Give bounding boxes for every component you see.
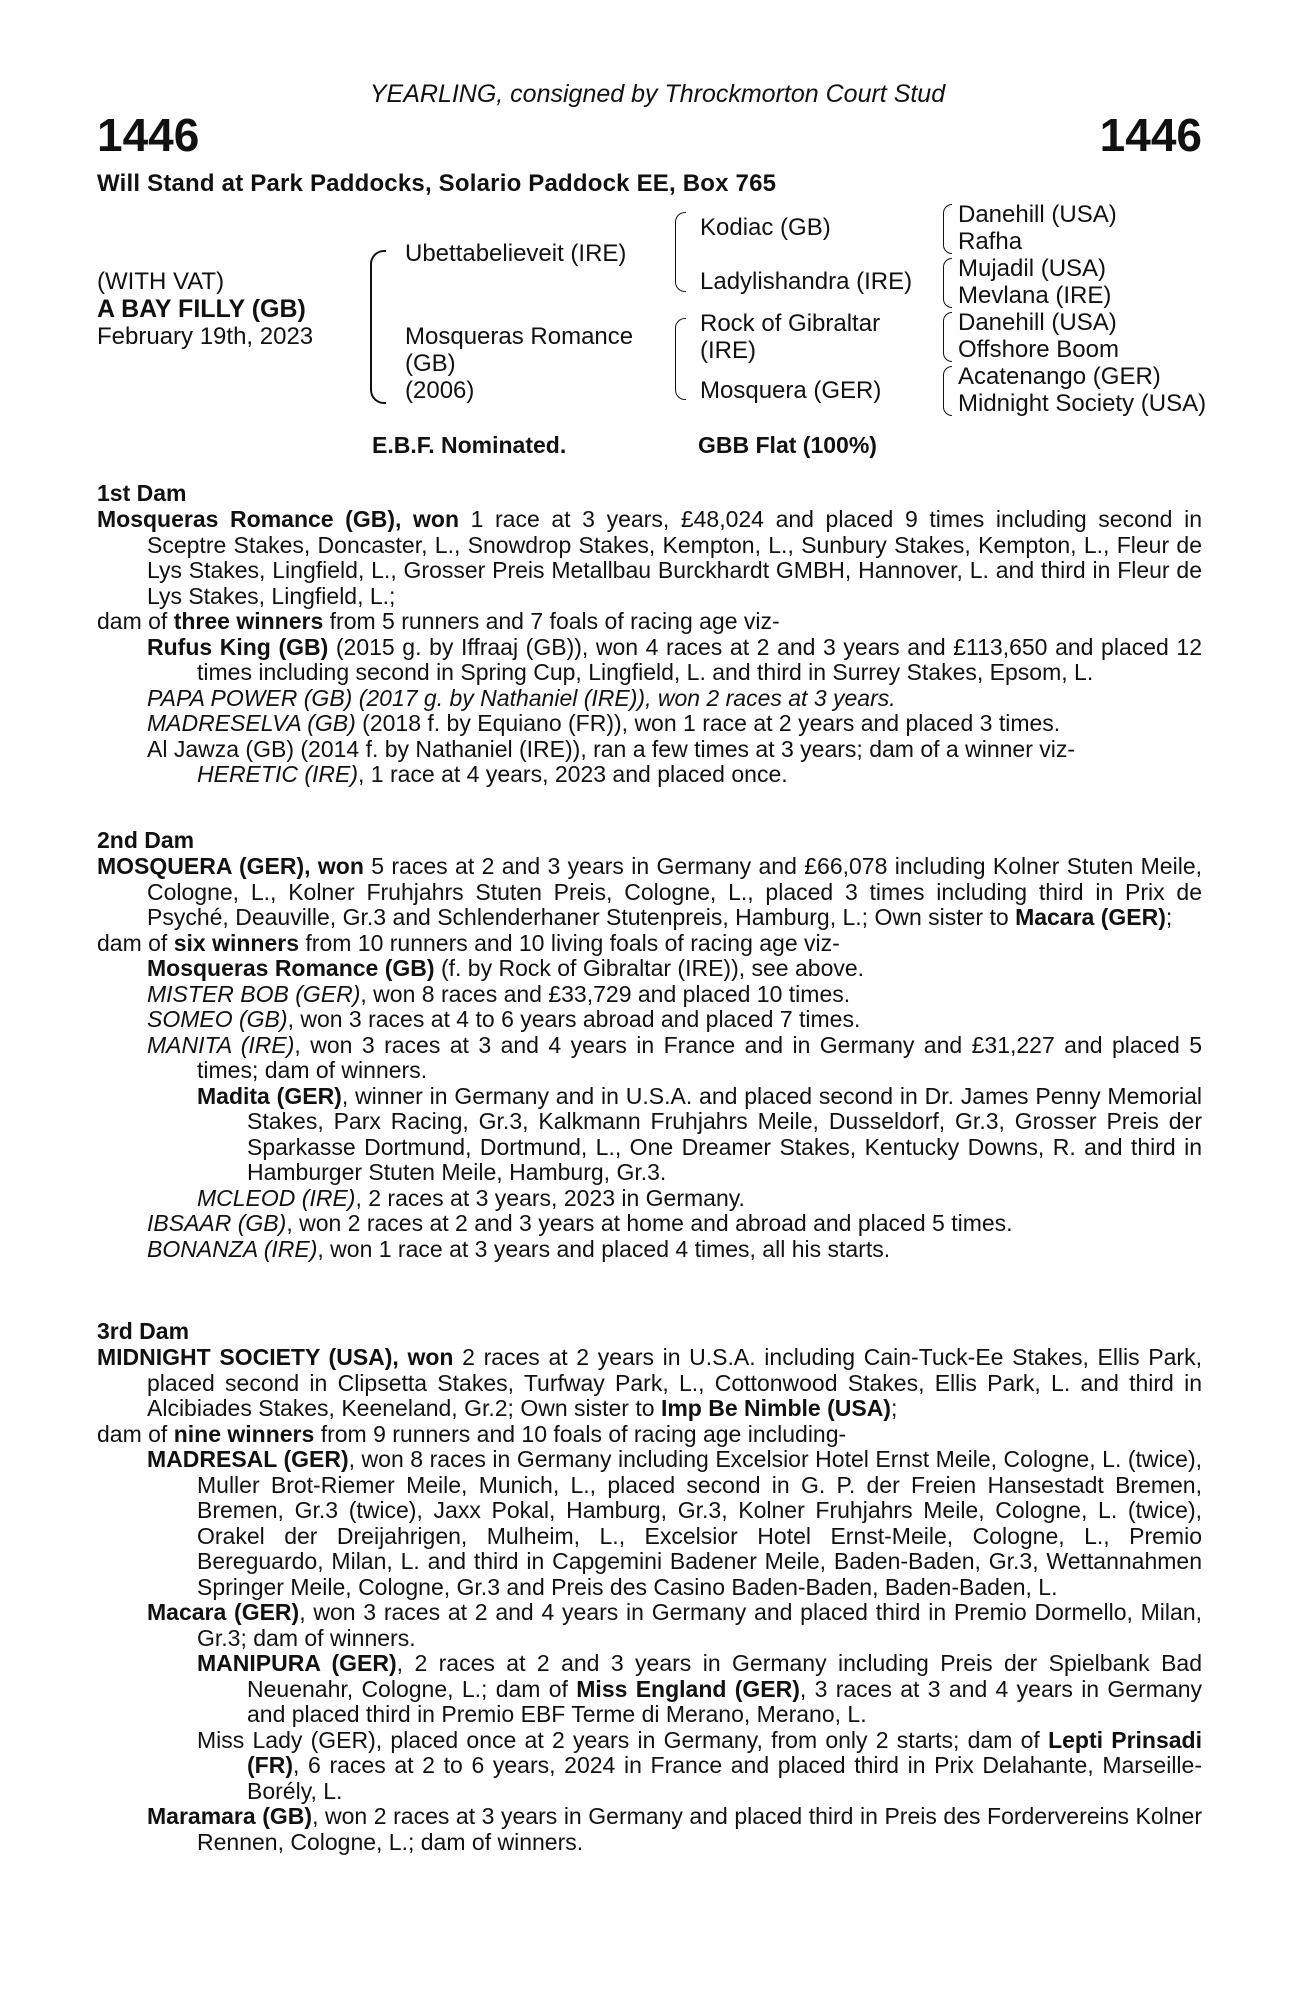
second-dam-grand-offspring-1: Madita (GER), winner in Germany and in U.S.A. and placed second in Dr. James Penny Memorial Stakes, Parx Racing, Gr.3, Kalkmann Fruhjahrs Meile, Dusseldorf, Gr.3, Grosser Preis der Sparkasse Dortmund, Dortmund, L., One Dreamer Stakes, Kentucky Downs, R. and third in Hamburger Stuten Meile, Hamburg, Gr.3. xyxy=(197,1082,1203,1185)
first-dam-produce-summary: dam of three winners from 5 runners and 7 foals of racing age viz- xyxy=(97,608,780,634)
dam-name-line2: (GB) xyxy=(405,350,456,377)
third-dam-grand-offspring-2: Miss Lady (GER), placed once at 2 years in Germany, from only 2 starts; dam of Lepti Prinsadi (FR), 6 races at 2 to 6 years, 2024 in France and placed third in Prix Delahante, Marseille-Borély, L. xyxy=(197,1726,1202,1804)
foaling-date: February 19th, 2023 xyxy=(97,323,314,350)
dam-dam-dam: Midnight Society (USA) xyxy=(958,390,1207,417)
first-dam-offspring-2: PAPA POWER (GB) (2017 g. by Nathaniel (IRE)), won 2 races at 3 years. xyxy=(147,684,896,711)
sire-name: Ubettabelieveit (IRE) xyxy=(405,240,627,267)
first-dam-offspring-1: Rufus King (GB) (2015 g. by Iffraaj (GB)), won 4 races at 2 and 3 years and £113,650 and placed 12 times including second in Spring Cup, Lingfield, L. and third in Surrey Stakes, Epsom, L. xyxy=(147,633,1203,685)
lot-number-left: 1446 xyxy=(97,109,200,161)
dam-sire-dam: Offshore Boom xyxy=(958,336,1119,363)
sire-sire: Kodiac (GB) xyxy=(700,214,831,241)
second-dam-produce-summary: dam of six winners from 10 runners and 10 living foals of racing age viz- xyxy=(97,929,840,956)
second-dam-heading: 2nd Dam xyxy=(97,827,195,853)
sire-dam: Ladylishandra (IRE) xyxy=(700,268,913,295)
first-dam-record: Mosqueras Romance (GB), won 1 race at 3 years, £48,024 and placed 9 times including second in Sceptre Stakes, Doncaster, L., Snowdrop Stakes, Kempton, L., Sunbury Stakes, Kempton, L., Fleur de Lys Stakes, Lingfield, L., Grosser Preis Metallbau Burckhardt GMBH, Hannover, L. and third in Fleur de Lys Stakes, Lingfield, L.; xyxy=(97,506,1202,609)
dam-name-line3: (2006) xyxy=(405,377,475,404)
third-dam-produce-summary: dam of nine winners from 9 runners and 10 foals of racing age including- xyxy=(97,1420,847,1447)
second-dam-record: MOSQUERA (GER), won 5 races at 2 and 3 years in Germany and £66,078 including Kolner Stuten Meile, Cologne, L., Kolner Fruhjahrs Stuten Preis, Cologne, L., placed 3 times including third in Prix de Psyché, Deauville, Gr.3 and Schlenderhaner Stutenpreis, Hamburg, L.; Own sister to Macara (GER); xyxy=(97,853,1202,930)
first-dam-grand-offspring: HERETIC (IRE), 1 race at 4 years, 2023 and placed once. xyxy=(197,761,788,787)
second-dam-grand-offspring-2: MCLEOD (IRE), 2 races at 3 years, 2023 in Germany. xyxy=(197,1184,745,1211)
sire-sire-sire: Danehill (USA) xyxy=(958,201,1117,228)
dam-dam: Mosquera (GER) xyxy=(700,377,882,404)
vat-note: (WITH VAT) xyxy=(97,268,225,295)
second-dam-offspring-2: MISTER BOB (GER), won 8 races and £33,729 and placed 10 times. xyxy=(147,980,851,1007)
third-dam-offspring-2: Macara (GER), won 3 races at 2 and 4 years in Germany and placed third in Premio Dormello, Milan, Gr.3; dam of winners. xyxy=(147,1599,1203,1651)
horse-name: A BAY FILLY (GB) xyxy=(97,295,306,323)
first-dam-offspring-4: Al Jawza (GB) (2014 f. by Nathaniel (IRE)), ran a few times at 3 years; dam of a winner viz- xyxy=(147,735,1076,762)
gbb-note: GBB Flat (100%) xyxy=(698,432,877,458)
sire-dam-dam: Mevlana (IRE) xyxy=(958,282,1112,309)
sale-subtitle: YEARLING, consigned by Throckmorton Court Stud xyxy=(369,80,946,108)
third-dam-heading: 3rd Dam xyxy=(97,1318,190,1344)
dd-brace xyxy=(943,366,952,416)
second-dam-offspring-6: BONANZA (IRE), won 1 race at 3 years and placed 4 times, all his starts. xyxy=(147,1235,891,1262)
sire-brace xyxy=(675,212,686,292)
sire-sire-dam: Rafha xyxy=(958,228,1023,255)
ebf-note: E.B.F. Nominated. xyxy=(372,432,567,458)
dam-sire-line1: Rock of Gibraltar xyxy=(700,310,881,337)
second-dam-offspring-4: MANITA (IRE), won 3 races at 3 and 4 years in France and in Germany and £31,227 and placed 5 times; dam of winners. xyxy=(147,1031,1202,1083)
second-dam-offspring-3: SOMEO (GB), won 3 races at 4 to 6 years abroad and placed 7 times. xyxy=(147,1006,861,1032)
dam-sire-sire: Danehill (USA) xyxy=(958,309,1117,336)
second-dam-section xyxy=(97,827,1202,1262)
pedigree-brace xyxy=(370,250,386,404)
sss-brace xyxy=(943,204,952,254)
second-dam-offspring-5: IBSAAR (GB), won 2 races at 2 and 3 years at home and abroad and placed 5 times. xyxy=(147,1210,1013,1236)
ds-brace xyxy=(943,312,952,362)
first-dam-name: Mosqueras Romance (GB), won xyxy=(97,506,459,532)
third-dam-offspring-1: MADRESAL (GER), won 8 races in Germany including Excelsior Hotel Ernst Meile, Cologne, L. (twice), Muller Brot-Riemer Meile, Munich, L., placed second in G. P. der Freien Hansestadt Bremen, Bremen, Gr.3 (twice), Jaxx Pokal, Hamburg, Gr.3, Kolner Fruhjahrs Meile, Cologne, L. (twice), Orakel der Dreijahrigen, Mulheim, L., Excelsior Hotel Ernst-Meile, Cologne, L., Premio Bereguardo, Milan, L. and third in Capgemini Badener Meile, Baden-Baden, Gr.3, Wettannahmen Springer Meile, Cologne, Gr.3 and Preis des Casino Baden-Baden, Baden-Baden, L. xyxy=(147,1446,1202,1600)
lot-number-right: 1446 xyxy=(1099,109,1202,161)
first-dam-heading: 1st Dam xyxy=(97,480,187,506)
dam-sire-line2: (IRE) xyxy=(700,337,756,364)
third-dam-section xyxy=(97,1318,1202,1855)
first-dam-offspring-3: MADRESELVA (GB) (2018 f. by Equiano (FR)), won 1 race at 2 years and placed 3 times. xyxy=(147,710,1061,736)
first-dam-section xyxy=(97,480,1202,788)
sire-dam-sire: Mujadil (USA) xyxy=(958,255,1107,282)
dam-brace xyxy=(675,318,686,400)
third-dam-grand-offspring-1: MANIPURA (GER), 2 races at 2 and 3 years in Germany including Preis der Spielbank Bad Neuenahr, Cologne, L.; dam of Miss England (GER), 3 races at 3 and 4 years in Germany and placed third in Premio EBF Terme di Merano, Merano, L. xyxy=(197,1650,1202,1727)
second-dam-offspring-1: Mosqueras Romance (GB) (f. by Rock of Gibraltar (IRE)), see above. xyxy=(147,955,865,981)
third-dam-record: MIDNIGHT SOCIETY (USA), won 2 races at 2 years in U.S.A. including Cain-Tuck-Ee Stakes, Ellis Park, placed second in Clipsetta Stakes, Turfway Park, L., Cottonwood Stakes, Ellis Park, L. and third in Alcibiades Stakes, Keeneland, Gr.2; Own sister to Imp Be Nimble (USA); xyxy=(97,1344,1202,1421)
stand-location: Will Stand at Park Paddocks, Solario Paddock EE, Box 765 xyxy=(97,170,777,197)
third-dam-offspring-3: Maramara (GB), won 2 races at 3 years in Germany and placed third in Preis des Fordervereins Kolner Rennen, Cologne, L.; dam of winners. xyxy=(147,1803,1202,1855)
dam-name-line1: Mosqueras Romance xyxy=(405,323,634,350)
dam-dam-sire: Acatenango (GER) xyxy=(958,363,1161,390)
sd-brace xyxy=(943,258,952,308)
